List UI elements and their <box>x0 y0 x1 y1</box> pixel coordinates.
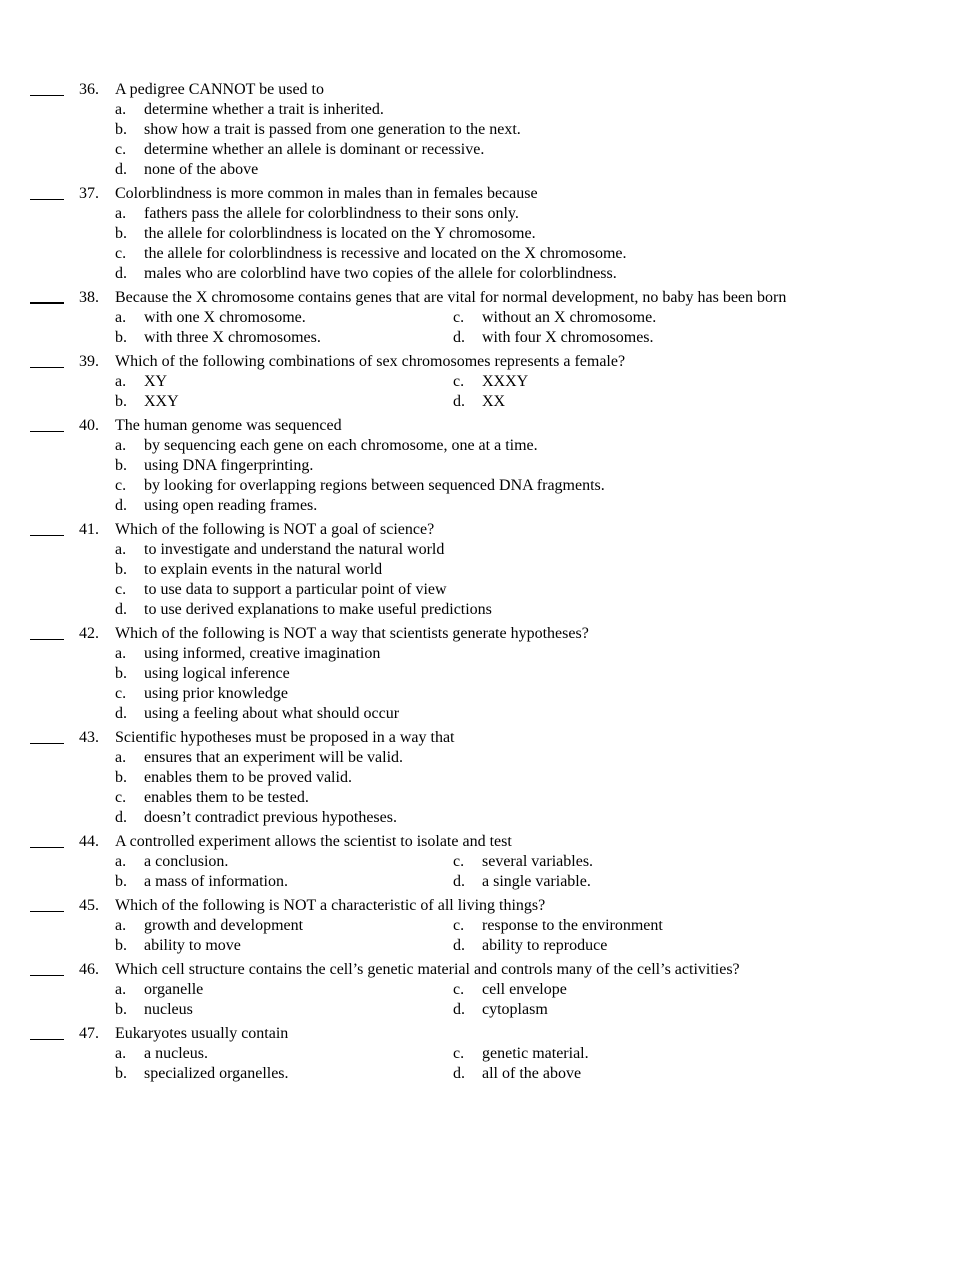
answer-options <box>0 748 979 828</box>
question-number: 36. <box>79 81 99 98</box>
option-letter: c. <box>115 245 127 262</box>
answer-blank[interactable] <box>30 80 64 100</box>
option-text: a conclusion. <box>144 853 229 870</box>
option-row <box>0 264 979 284</box>
question-item <box>0 1024 979 1084</box>
option-text: fathers pass the allele for colorblindness to their sons only. <box>144 205 519 222</box>
option-row <box>0 1064 979 1084</box>
option-text: doesn’t contradict previous hypotheses. <box>144 809 397 826</box>
answer-options <box>0 644 979 724</box>
option-text: a single variable. <box>482 873 591 890</box>
option-row <box>0 852 979 872</box>
option-text: growth and development <box>144 917 304 934</box>
answer-options <box>0 372 979 412</box>
option-text: organelle <box>144 981 204 998</box>
option-letter: c. <box>453 853 465 870</box>
question-header <box>0 416 979 436</box>
option-row <box>0 1000 979 1020</box>
option-text: XX <box>482 393 506 410</box>
option-row <box>0 540 979 560</box>
question-item <box>0 352 979 412</box>
option-text: none of the above <box>144 161 259 178</box>
option-row <box>0 328 979 348</box>
answer-blank[interactable] <box>30 960 64 980</box>
question-stem: Colorblindness is more common in males than in females because <box>115 185 538 202</box>
question-stem: Eukaryotes usually contain <box>115 1025 289 1042</box>
question-number: 42. <box>79 625 99 642</box>
answer-options <box>0 1044 979 1084</box>
option-text: to investigate and understand the natural world <box>144 541 445 558</box>
option-row <box>0 808 979 828</box>
question-stem: Which of the following combinations of sex chromosomes represents a female? <box>115 353 626 370</box>
question-stem: Scientific hypotheses must be proposed in a way that <box>115 729 455 746</box>
question-number: 46. <box>79 961 99 978</box>
answer-options <box>0 100 979 180</box>
option-letter: a. <box>115 853 127 870</box>
option-row <box>0 600 979 620</box>
option-letter: b. <box>115 457 127 474</box>
option-letter: b. <box>115 561 127 578</box>
option-row <box>0 456 979 476</box>
option-text: a nucleus. <box>144 1045 208 1062</box>
option-text: enables them to be tested. <box>144 789 309 806</box>
option-letter: a. <box>115 437 127 454</box>
option-letter: d. <box>453 1065 465 1082</box>
option-row <box>0 664 979 684</box>
question-number: 43. <box>79 729 99 746</box>
answer-blank[interactable] <box>30 520 64 540</box>
option-letter: d. <box>453 329 465 346</box>
question-item <box>0 624 979 724</box>
option-letter: d. <box>115 497 127 514</box>
question-stem: A pedigree CANNOT be used to <box>115 81 324 98</box>
option-row <box>0 140 979 160</box>
option-text: by sequencing each gene on each chromosome, one at a time. <box>144 437 538 454</box>
option-text: enables them to be proved valid. <box>144 769 352 786</box>
option-letter: b. <box>115 1001 127 1018</box>
answer-options <box>0 204 979 284</box>
option-row <box>0 916 979 936</box>
option-letter: b. <box>115 329 127 346</box>
option-letter: b. <box>115 121 127 138</box>
option-text: cytoplasm <box>482 1001 548 1018</box>
option-text: all of the above <box>482 1065 582 1082</box>
question-header <box>0 624 979 644</box>
answer-blank[interactable] <box>30 728 64 748</box>
question-item <box>0 520 979 620</box>
option-text: determine whether an allele is dominant or recessive. <box>144 141 485 158</box>
option-letter: a. <box>115 101 127 118</box>
question-number: 44. <box>79 833 99 850</box>
question-number: 40. <box>79 417 99 434</box>
option-text: genetic material. <box>482 1045 589 1062</box>
question-header <box>0 80 979 100</box>
option-row <box>0 748 979 768</box>
question-stem: Which cell structure contains the cell’s genetic material and controls many of the cell’s activities? <box>115 961 740 978</box>
option-letter: c. <box>453 917 465 934</box>
option-text: cell envelope <box>482 981 567 998</box>
question-header <box>0 896 979 916</box>
option-letter: a. <box>115 1045 127 1062</box>
option-letter: d. <box>453 1001 465 1018</box>
answer-blank[interactable] <box>30 416 64 436</box>
question-header <box>0 1024 979 1044</box>
answer-blank[interactable] <box>30 288 64 308</box>
option-row <box>0 436 979 456</box>
answer-blank[interactable] <box>30 352 64 372</box>
option-text: XY <box>144 373 168 390</box>
option-row <box>0 204 979 224</box>
question-header <box>0 832 979 852</box>
option-row <box>0 1044 979 1064</box>
option-row <box>0 308 979 328</box>
option-text: with four X chromosomes. <box>482 329 654 346</box>
option-row <box>0 788 979 808</box>
question-number: 38. <box>79 289 99 306</box>
option-row <box>0 100 979 120</box>
option-text: several variables. <box>482 853 594 870</box>
option-letter: a. <box>115 749 127 766</box>
option-text: with one X chromosome. <box>144 309 306 326</box>
option-letter: d. <box>115 809 127 826</box>
question-number: 47. <box>79 1025 99 1042</box>
option-letter: d. <box>115 161 127 178</box>
question-item <box>0 288 979 348</box>
option-row <box>0 120 979 140</box>
question-item <box>0 416 979 516</box>
question-number: 45. <box>79 897 99 914</box>
option-letter: d. <box>115 705 127 722</box>
option-letter: c. <box>453 981 465 998</box>
option-text: to explain events in the natural world <box>144 561 383 578</box>
option-letter: c. <box>453 1045 465 1062</box>
option-text: ability to reproduce <box>482 937 608 954</box>
option-letter: c. <box>115 789 127 806</box>
option-text: response to the environment <box>482 917 663 934</box>
option-letter: b. <box>115 873 127 890</box>
option-row <box>0 560 979 580</box>
option-letter: a. <box>115 309 127 326</box>
option-letter: a. <box>115 205 127 222</box>
question-header <box>0 960 979 980</box>
option-text: the allele for colorblindness is recessive and located on the X chromosome. <box>144 245 627 262</box>
option-row <box>0 580 979 600</box>
option-text: males who are colorblind have two copies of the allele for colorblindness. <box>144 265 617 282</box>
option-letter: b. <box>115 769 127 786</box>
option-letter: b. <box>115 665 127 682</box>
option-text: XXXY <box>482 373 529 390</box>
option-text: show how a trait is passed from one generation to the next. <box>144 121 521 138</box>
question-item <box>0 960 979 1020</box>
option-text: by looking for overlapping regions between sequenced DNA fragments. <box>144 477 605 494</box>
option-letter: a. <box>115 981 127 998</box>
question-header <box>0 352 979 372</box>
question-number: 37. <box>79 185 99 202</box>
option-row <box>0 476 979 496</box>
option-text: using DNA fingerprinting. <box>144 457 314 474</box>
option-text: using a feeling about what should occur <box>144 705 400 722</box>
option-text: a mass of information. <box>144 873 288 890</box>
question-number: 39. <box>79 353 99 370</box>
answer-options <box>0 852 979 892</box>
question-header <box>0 288 979 308</box>
option-row <box>0 160 979 180</box>
option-letter: b. <box>115 937 127 954</box>
option-letter: a. <box>115 917 127 934</box>
option-row <box>0 936 979 956</box>
option-letter: d. <box>453 393 465 410</box>
answer-blank[interactable] <box>30 832 64 852</box>
question-stem: Because the X chromosome contains genes that are vital for normal development, no baby has been born <box>115 289 787 306</box>
option-row <box>0 872 979 892</box>
question-stem: Which of the following is NOT a goal of science? <box>115 521 435 538</box>
option-text: ensures that an experiment will be valid. <box>144 749 404 766</box>
option-text: using prior knowledge <box>144 685 288 702</box>
option-row <box>0 644 979 664</box>
option-letter: b. <box>115 393 127 410</box>
option-text: using logical inference <box>144 665 290 682</box>
question-item <box>0 832 979 892</box>
option-letter: d. <box>453 937 465 954</box>
option-letter: d. <box>453 873 465 890</box>
question-item <box>0 728 979 828</box>
option-letter: d. <box>115 601 127 618</box>
option-text: nucleus <box>144 1001 193 1018</box>
option-letter: d. <box>115 265 127 282</box>
answer-blank[interactable] <box>30 184 64 204</box>
answer-options <box>0 436 979 516</box>
question-header <box>0 184 979 204</box>
answer-options <box>0 540 979 620</box>
option-text: XXY <box>144 393 179 410</box>
option-letter: c. <box>453 373 465 390</box>
answer-blank[interactable] <box>30 1024 64 1044</box>
option-text: without an X chromosome. <box>482 309 657 326</box>
option-row <box>0 496 979 516</box>
option-text: to use derived explanations to make useful predictions <box>144 601 492 618</box>
option-letter: c. <box>453 309 465 326</box>
option-row <box>0 372 979 392</box>
option-text: using informed, creative imagination <box>144 645 381 662</box>
option-text: using open reading frames. <box>144 497 318 514</box>
option-text: with three X chromosomes. <box>144 329 321 346</box>
answer-blank[interactable] <box>30 624 64 644</box>
option-letter: c. <box>115 477 127 494</box>
option-row <box>0 980 979 1000</box>
question-stem: The human genome was sequenced <box>115 417 342 434</box>
question-header <box>0 520 979 540</box>
option-letter: a. <box>115 541 127 558</box>
option-letter: c. <box>115 141 127 158</box>
answer-options <box>0 980 979 1020</box>
question-number: 41. <box>79 521 99 538</box>
option-letter: b. <box>115 1065 127 1082</box>
question-item <box>0 896 979 956</box>
option-row <box>0 244 979 264</box>
question-item <box>0 80 979 180</box>
question-stem: Which of the following is NOT a way that scientists generate hypotheses? <box>115 625 589 642</box>
answer-options <box>0 308 979 348</box>
option-letter: c. <box>115 581 127 598</box>
question-item <box>0 184 979 284</box>
option-letter: c. <box>115 685 127 702</box>
option-row <box>0 768 979 788</box>
question-stem: A controlled experiment allows the scientist to isolate and test <box>115 833 512 850</box>
question-page <box>0 80 979 1088</box>
option-letter: a. <box>115 373 127 390</box>
option-letter: b. <box>115 225 127 242</box>
option-text: the allele for colorblindness is located on the Y chromosome. <box>144 225 536 242</box>
answer-blank[interactable] <box>30 896 64 916</box>
option-row <box>0 704 979 724</box>
option-text: to use data to support a particular point of view <box>144 581 447 598</box>
option-text: specialized organelles. <box>144 1065 289 1082</box>
option-row <box>0 684 979 704</box>
answer-options <box>0 916 979 956</box>
option-row <box>0 392 979 412</box>
option-text: ability to move <box>144 937 241 954</box>
question-stem: Which of the following is NOT a characteristic of all living things? <box>115 897 546 914</box>
question-header <box>0 728 979 748</box>
option-row <box>0 224 979 244</box>
option-text: determine whether a trait is inherited. <box>144 101 384 118</box>
option-letter: a. <box>115 645 127 662</box>
